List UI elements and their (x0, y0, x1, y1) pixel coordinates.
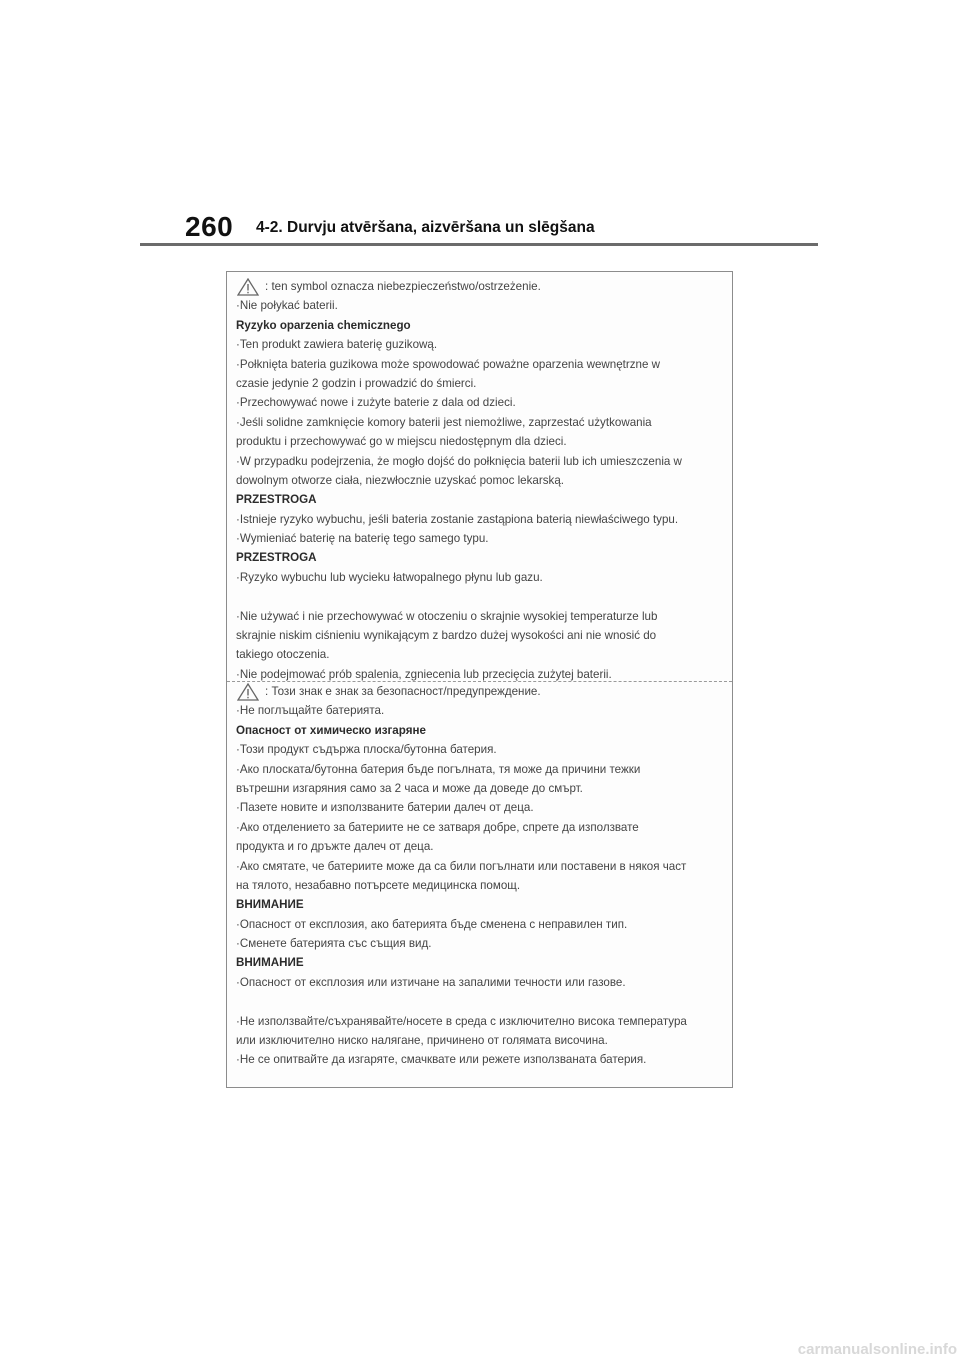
notice-heading: PRZESTROGA (236, 551, 317, 565)
notice-line (236, 277, 720, 296)
notice-line: ·Przechowywać nowe i zużyte baterie z dala od dzieci. (236, 396, 516, 410)
notice-line: ·Wymieniać baterię na baterię tego samego typu. (236, 532, 489, 546)
notice-line-text: : Този знак е знак за безопасност/предупреждение. (265, 685, 541, 698)
notice-heading: Ryzyko oparzenia chemicznego (236, 318, 411, 332)
battery-warning-box (226, 271, 733, 1088)
notice-line: ·W przypadku podejrzenia, że mogło dojść do połknięcia baterii lub ich umieszczenia w (236, 454, 682, 468)
notice-line: ·Ако смятате, че батериите може да са били погълнати или поставени в някоя част (236, 859, 687, 873)
watermark-text: carmanualsonline.info (797, 1341, 957, 1358)
notice-line: produktu i przechowywać go w miejscu niedostępnym dla dzieci. (236, 435, 567, 449)
header-divider (140, 243, 818, 246)
notice-heading: Опасност от химическо изгаряне (236, 723, 426, 737)
warning-triangle-icon (237, 278, 259, 296)
notice-line: takiego otoczenia. (236, 648, 330, 662)
notice-line: ·Не се опитвайте да изгаряте, смачквате или режете използваната батерия. (236, 1053, 647, 1067)
blank-line (236, 992, 720, 1011)
notice-line: ·Ten produkt zawiera baterię guzikową. (236, 338, 438, 352)
notice-line: ·Не поглъщайте батерията. (236, 704, 385, 718)
notice-line: ·Istnieje ryzyko wybuchu, jeśli bateria zostanie zastąpiona baterią niewłaściwego typu. (236, 512, 679, 526)
notice-line: ·Nie używać i nie przechowywać w otoczeniu o skrajnie wysokiej temperaturze lub (236, 609, 658, 623)
notice-line: ·Jeśli solidne zamknięcie komory baterii jest niemożliwe, zaprzestać użytkowania (236, 415, 652, 429)
notice-line: ·Опасност от експлозия или изтичане на запалими течности или газове. (236, 975, 626, 989)
notice-line: ·Опасност от експлозия, ако батерията бъде сменена с неправилен тип. (236, 917, 628, 931)
notice-line: ·Ако плоската/бутонна батерия бъде погълната, тя може да причини тежки (236, 762, 641, 776)
notice-line: или изключително ниско налягане, причинено от голямата височина. (236, 1034, 608, 1048)
notice-line: czasie jedynie 2 godzin i prowadzić do śmierci. (236, 376, 477, 390)
notice-line: ·Пазете новите и използваните батерии далеч от деца. (236, 801, 534, 815)
notice-line: ·Nie połykać baterii. (236, 299, 338, 313)
notice-line (236, 682, 720, 701)
notice-bulgarian (227, 682, 732, 1070)
page-header (0, 0, 960, 250)
notice-line: ·Połknięta bateria guzikowa może spowodować poważne oparzenia wewnętrzne w (236, 357, 661, 371)
notice-line: ·Не използвайте/съхранявайте/носете в среда с изключително висока температура (236, 1014, 687, 1028)
chapter-title: 4-2. Durvju atvēršana, aizvēršana un slēgšana (256, 219, 595, 236)
notice-line-text: : ten symbol oznacza niebezpieczeństwo/ostrzeżenie. (265, 280, 541, 293)
notice-line: ·Сменете батерията със същия вид. (236, 937, 432, 951)
notice-line: продукта и го дръжте далеч от деца. (236, 840, 434, 854)
notice-heading: ВНИМАНИЕ (236, 898, 304, 912)
notice-line: dowolnym otworze ciała, niezwłocznie uzyskać pomoc lekarską. (236, 473, 564, 487)
notice-polish (227, 277, 732, 684)
notice-line: ·Този продукт съдържа плоска/бутонна батерия. (236, 743, 497, 757)
page-number: 260 (185, 211, 234, 242)
notice-line: вътрешни изгаряния само за 2 часа и може да доведе до смърт. (236, 781, 583, 795)
notice-heading: PRZESTROGA (236, 493, 317, 507)
notice-line: ·Ryzyko wybuchu lub wycieku łatwopalnego płynu lub gazu. (236, 570, 543, 584)
notice-line: ·Nie podejmować prób spalenia, zgniecenia lub przecięcia zużytej baterii. (236, 667, 612, 681)
blank-line (236, 587, 720, 606)
notice-line: ·Ако отделението за батериите не се затваря добре, спрете да използвате (236, 820, 639, 834)
notice-line: skrajnie niskim ciśnieniu wynikającym z bardzo dużej wysokości ani nie wnosić do (236, 629, 657, 643)
notice-line: на тялото, незабавно потърсете медицинска помощ. (236, 878, 521, 892)
notice-heading: ВНИМАНИЕ (236, 956, 304, 970)
watermark-logo (728, 1340, 960, 1358)
warning-triangle-icon (237, 683, 259, 701)
